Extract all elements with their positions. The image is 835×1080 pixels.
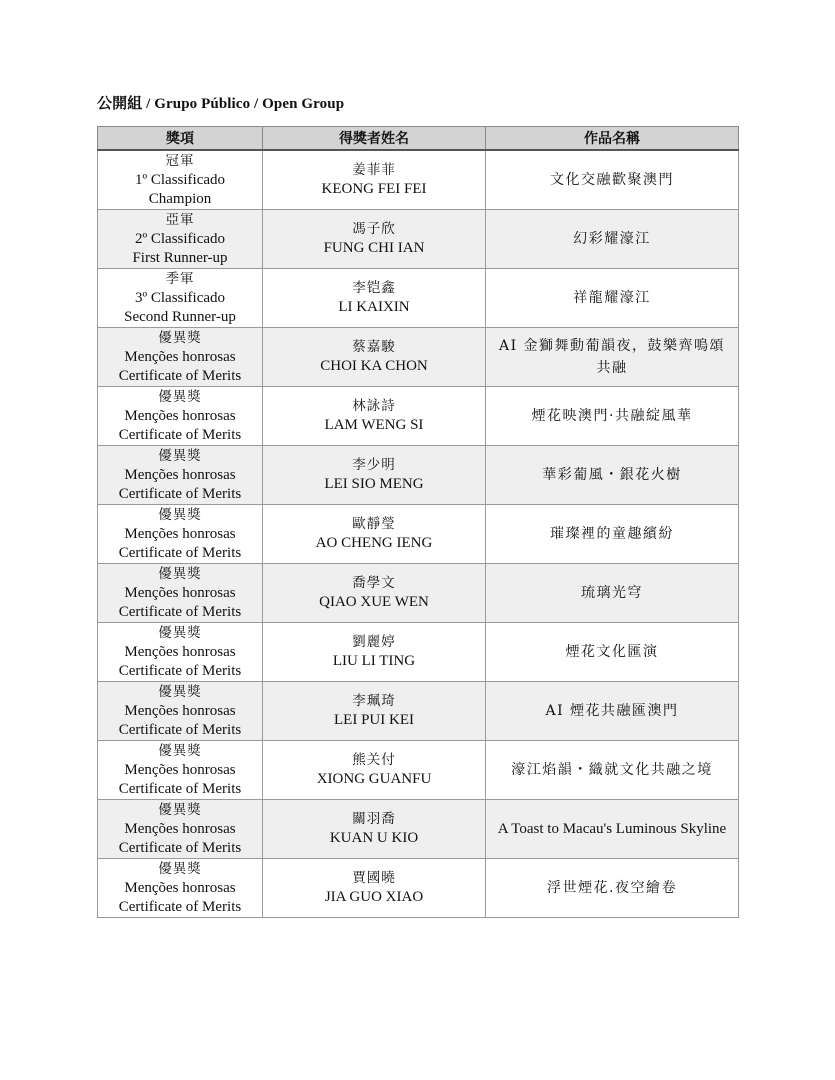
winner-name-chinese: 蔡嘉駿 <box>352 339 396 355</box>
work-title-cell <box>486 446 739 505</box>
award-english: Certificate of Merits <box>118 839 242 856</box>
award-chinese: 亞軍 <box>165 211 195 228</box>
table-row <box>98 564 739 623</box>
work-title: 煙花映澳門·共融綻風華 <box>531 408 693 424</box>
award-portuguese: Menções honrosas <box>124 702 236 719</box>
work-title-cell <box>486 859 739 918</box>
award-chinese: 優異獎 <box>158 506 202 523</box>
award-cell <box>98 859 263 918</box>
award-chinese: 優異獎 <box>158 801 202 818</box>
award-english: Certificate of Merits <box>118 780 242 797</box>
winner-name-romanized: LI KAIXIN <box>338 299 410 315</box>
award-portuguese: 1º Classificado <box>134 171 226 188</box>
award-portuguese: 3º Classificado <box>134 289 226 306</box>
award-chinese: 優異獎 <box>158 447 202 464</box>
work-title-cell <box>486 564 739 623</box>
award-english: First Runner-up <box>132 249 228 266</box>
winner-name-romanized: LIU LI TING <box>332 653 416 669</box>
winner-name-romanized: QIAO XUE WEN <box>319 594 429 610</box>
award-chinese: 優異獎 <box>158 742 202 759</box>
work-title-cell <box>486 387 739 446</box>
table-row <box>98 269 739 328</box>
work-title-cell <box>486 210 739 269</box>
header-winner-name: 得獎者姓名 <box>263 127 486 151</box>
winner-name-cell <box>263 741 486 800</box>
winner-name-chinese: 關羽喬 <box>352 811 396 827</box>
table-row <box>98 328 739 387</box>
winner-name-cell <box>263 269 486 328</box>
winner-name-romanized: LAM WENG SI <box>324 417 424 433</box>
award-portuguese: Menções honrosas <box>124 584 236 601</box>
winner-name-chinese: 喬學文 <box>352 575 396 591</box>
award-portuguese: Menções honrosas <box>124 879 236 896</box>
award-english: Second Runner-up <box>124 308 236 325</box>
winner-name-chinese: 馮子欣 <box>352 221 396 237</box>
winner-name-chinese: 熊关付 <box>352 752 396 768</box>
table-header-row <box>98 127 739 151</box>
awards-table <box>97 126 739 918</box>
work-title-cell <box>486 623 739 682</box>
award-cell <box>98 446 263 505</box>
work-title: 濠江焰韻・織就文化共融之境 <box>511 762 713 778</box>
award-cell <box>98 741 263 800</box>
award-english: Certificate of Merits <box>118 721 242 738</box>
award-english: Certificate of Merits <box>118 603 242 620</box>
award-chinese: 優異獎 <box>158 565 202 582</box>
winner-name-romanized: XIONG GUANFU <box>316 771 432 787</box>
winner-name-cell <box>263 150 486 210</box>
winner-name-chinese: 李铠鑫 <box>352 280 396 296</box>
winner-name-romanized: JIA GUO XIAO <box>324 889 424 905</box>
winner-name-romanized: FUNG CHI IAN <box>323 240 425 256</box>
winner-name-chinese: 賈國曉 <box>352 870 396 886</box>
work-title-cell <box>486 269 739 328</box>
table-row <box>98 210 739 269</box>
awards-table-body <box>98 150 739 918</box>
award-chinese: 優異獎 <box>158 329 202 346</box>
award-portuguese: Menções honrosas <box>124 407 236 424</box>
award-english: Certificate of Merits <box>118 426 242 443</box>
award-portuguese: 2º Classificado <box>134 230 226 247</box>
work-title-cell <box>486 682 739 741</box>
award-portuguese: Menções honrosas <box>124 466 236 483</box>
award-cell <box>98 210 263 269</box>
award-portuguese: Menções honrosas <box>124 761 236 778</box>
winner-name-romanized: KUAN U KIO <box>329 830 419 846</box>
award-cell <box>98 800 263 859</box>
table-row <box>98 859 739 918</box>
work-title: 幻彩耀濠江 <box>573 231 651 247</box>
header-work-title: 作品名稱 <box>486 127 739 151</box>
award-cell <box>98 623 263 682</box>
award-cell <box>98 387 263 446</box>
award-english: Certificate of Merits <box>118 367 242 384</box>
award-portuguese: Menções honrosas <box>124 643 236 660</box>
table-row <box>98 682 739 741</box>
winner-name-romanized: CHOI KA CHON <box>320 358 428 374</box>
award-chinese: 優異獎 <box>158 624 202 641</box>
work-title-cell <box>486 150 739 210</box>
winner-name-chinese: 林詠詩 <box>352 398 396 414</box>
work-title-cell <box>486 505 739 564</box>
winner-name-romanized: KEONG FEI FEI <box>321 181 427 197</box>
award-cell <box>98 564 263 623</box>
page-heading: 公開組 / Grupo Público / Open Group <box>97 96 345 112</box>
award-cell <box>98 150 263 210</box>
table-row <box>98 741 739 800</box>
winner-name-romanized: LEI SIO MENG <box>324 476 424 492</box>
work-title-cell <box>486 741 739 800</box>
header-award: 獎項 <box>98 127 263 151</box>
award-cell <box>98 682 263 741</box>
winner-name-cell <box>263 859 486 918</box>
work-title-cell <box>486 800 739 859</box>
award-cell <box>98 269 263 328</box>
winner-name-romanized: LEI PUI KEI <box>334 712 414 728</box>
work-title: 璀璨裡的童趣繽紛 <box>550 526 674 542</box>
award-portuguese: Menções honrosas <box>124 820 236 837</box>
table-row <box>98 387 739 446</box>
work-title: 華彩葡風・銀花火樹 <box>542 467 682 483</box>
award-english: Champion <box>148 190 212 207</box>
winner-name-cell <box>263 446 486 505</box>
award-portuguese: Menções honrosas <box>124 348 236 365</box>
work-title: 祥龍耀濠江 <box>573 290 651 306</box>
winner-name-chinese: 劉麗婷 <box>352 634 396 650</box>
winner-name-romanized: AO CHENG IENG <box>315 535 433 551</box>
award-chinese: 優異獎 <box>158 388 202 405</box>
table-row <box>98 505 739 564</box>
award-portuguese: Menções honrosas <box>124 525 236 542</box>
work-title-cell <box>486 328 739 387</box>
winner-name-cell <box>263 564 486 623</box>
winner-name-cell <box>263 387 486 446</box>
winner-name-cell <box>263 210 486 269</box>
award-cell <box>98 505 263 564</box>
award-chinese: 優異獎 <box>158 683 202 700</box>
winner-name-chinese: 歐靜瑩 <box>352 516 396 532</box>
award-english: Certificate of Merits <box>118 544 242 561</box>
winner-name-chinese: 姜菲菲 <box>352 162 396 178</box>
table-row <box>98 800 739 859</box>
work-title: 煙花文化匯演 <box>565 644 659 660</box>
work-title: AI 金獅舞動葡韻夜，鼓樂齊鳴頌共融 <box>498 338 726 376</box>
winner-name-cell <box>263 328 486 387</box>
table-row <box>98 623 739 682</box>
winner-name-cell <box>263 682 486 741</box>
table-row <box>98 150 739 210</box>
work-title: AI 煙花共融匯澳門 <box>545 703 679 719</box>
award-english: Certificate of Merits <box>118 485 242 502</box>
award-english: Certificate of Merits <box>118 898 242 915</box>
winner-name-cell <box>263 505 486 564</box>
winner-name-cell <box>263 623 486 682</box>
work-title: 琉璃光穹 <box>581 585 643 601</box>
award-chinese: 冠軍 <box>165 152 195 169</box>
work-title: 浮世煙花.夜空繪卷 <box>547 880 677 896</box>
winner-name-chinese: 李珮琦 <box>352 693 396 709</box>
work-title: 文化交融歡聚澳門 <box>550 172 674 188</box>
award-cell <box>98 328 263 387</box>
winner-name-cell <box>263 800 486 859</box>
work-title: A Toast to Macau's Luminous Skyline <box>497 821 727 837</box>
table-row <box>98 446 739 505</box>
winner-name-chinese: 李少明 <box>352 457 396 473</box>
award-chinese: 季軍 <box>165 270 195 287</box>
award-english: Certificate of Merits <box>118 662 242 679</box>
award-chinese: 優異獎 <box>158 860 202 877</box>
